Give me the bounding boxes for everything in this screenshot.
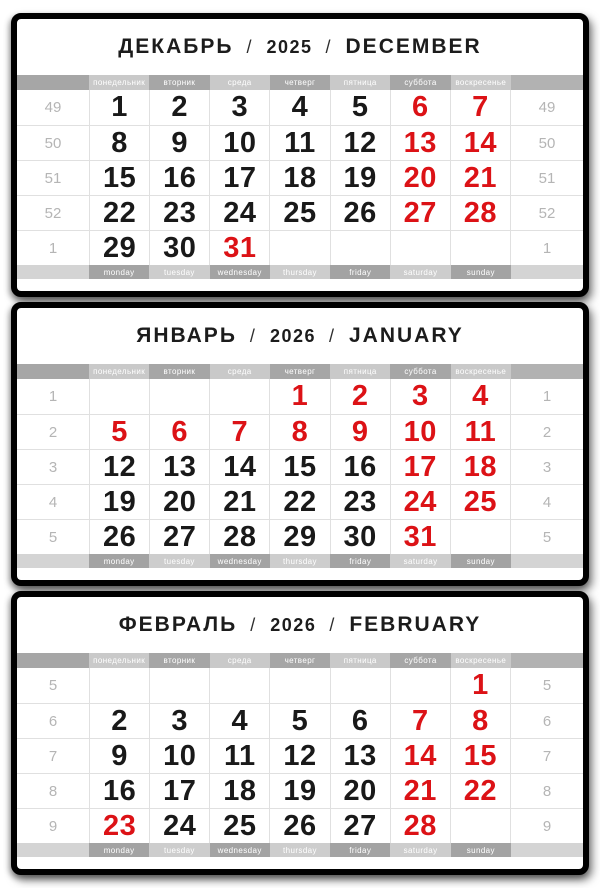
weekday-header-label: среда <box>210 364 270 379</box>
day-cell: 21 <box>450 161 511 195</box>
day-cell: 13 <box>330 739 390 773</box>
week-number-left: 52 <box>44 204 62 222</box>
weekday-header-label: вторник <box>149 75 209 90</box>
day-cell: 24 <box>209 196 269 230</box>
weekday-header-strip <box>17 653 583 668</box>
empty-day-cell <box>330 668 390 703</box>
weekday-header-label: воскресенье <box>451 75 511 90</box>
weekday-header-label: четверг <box>270 653 330 668</box>
week-number-left: 3 <box>48 458 58 476</box>
weekday-header-label: среда <box>210 75 270 90</box>
day-cell: 9 <box>330 415 390 449</box>
month-title <box>17 19 583 75</box>
weekday-footer-label: wednesday <box>210 843 270 857</box>
day-cell: 20 <box>390 161 450 195</box>
day-cell: 1 <box>269 379 329 414</box>
day-cell: 18 <box>269 161 329 195</box>
weekday-header-label: вторник <box>149 364 209 379</box>
day-cell: 27 <box>330 809 390 843</box>
day-cell: 10 <box>390 415 450 449</box>
week-number-left: 6 <box>48 712 58 730</box>
day-cell: 14 <box>390 739 450 773</box>
day-cell: 17 <box>390 450 450 484</box>
day-cell: 16 <box>149 161 209 195</box>
day-cell: 14 <box>450 126 511 160</box>
weekday-header-label: среда <box>210 653 270 668</box>
day-cell: 6 <box>390 90 450 125</box>
day-cell: 18 <box>209 774 269 808</box>
week-number-left: 5 <box>48 677 58 694</box>
week-number-right: 6 <box>542 712 552 730</box>
empty-day-cell <box>450 520 511 554</box>
empty-day-cell <box>269 231 329 265</box>
day-cell: 30 <box>149 231 209 265</box>
day-cell: 8 <box>89 126 149 160</box>
day-cell: 31 <box>390 520 450 554</box>
day-cell: 3 <box>209 90 269 125</box>
day-cell: 18 <box>450 450 511 484</box>
day-cell: 8 <box>269 415 329 449</box>
day-cell: 22 <box>450 774 511 808</box>
separator-slash: / <box>250 614 258 635</box>
week-row <box>17 414 583 449</box>
week-number-left: 1 <box>48 388 58 405</box>
day-cell: 23 <box>149 196 209 230</box>
weekday-footer-strip <box>17 843 583 857</box>
day-cell: 5 <box>330 90 390 125</box>
footer-strip-edge <box>511 843 583 857</box>
day-cell: 7 <box>209 415 269 449</box>
footer-strip-edge <box>17 554 89 568</box>
weekday-footer-label: sunday <box>451 265 511 279</box>
weekday-header-label: понедельник <box>89 364 149 379</box>
week-row <box>17 703 583 738</box>
weekday-header-label: четверг <box>270 75 330 90</box>
empty-day-cell <box>390 231 450 265</box>
empty-day-cell <box>89 668 149 703</box>
weekday-footer-label: thursday <box>270 554 330 568</box>
weekday-footer-label: sunday <box>451 554 511 568</box>
day-cell: 12 <box>269 739 329 773</box>
empty-day-cell <box>269 668 329 703</box>
day-cell: 6 <box>330 704 390 738</box>
week-row <box>17 668 583 703</box>
month-card-january <box>11 302 589 586</box>
week-row <box>17 160 583 195</box>
month-name-ru: ЯНВАРЬ <box>136 324 237 347</box>
week-number-right: 49 <box>538 99 556 116</box>
day-cell: 21 <box>209 485 269 519</box>
footer-strip-edge <box>17 843 89 857</box>
day-cell: 11 <box>269 126 329 160</box>
week-number-left: 50 <box>44 134 62 152</box>
day-cell: 21 <box>390 774 450 808</box>
empty-day-cell <box>149 668 209 703</box>
day-cell: 4 <box>209 704 269 738</box>
month-year: 2026 <box>269 325 316 346</box>
week-row <box>17 808 583 843</box>
day-cell: 19 <box>269 774 329 808</box>
header-strip-edge <box>511 653 583 668</box>
day-cell: 22 <box>269 485 329 519</box>
empty-day-cell <box>209 668 269 703</box>
week-number-right: 5 <box>542 677 552 694</box>
separator-slash: / <box>249 325 257 346</box>
day-cell: 3 <box>149 704 209 738</box>
week-number-right: 50 <box>538 134 556 152</box>
empty-day-cell <box>89 379 149 414</box>
day-cell: 27 <box>390 196 450 230</box>
day-cell: 9 <box>89 739 149 773</box>
day-cell: 12 <box>89 450 149 484</box>
week-number-left: 8 <box>48 782 58 800</box>
weekday-header-label: пятница <box>330 653 390 668</box>
weekday-header-label: суббота <box>390 364 450 379</box>
month-name-ru: ДЕКАБРЬ <box>118 35 234 58</box>
day-cell: 30 <box>330 520 390 554</box>
day-cell: 25 <box>209 809 269 843</box>
day-cell: 26 <box>330 196 390 230</box>
month-year: 2026 <box>270 614 317 635</box>
week-number-right: 8 <box>542 782 552 800</box>
week-row <box>17 379 583 414</box>
day-cell: 19 <box>89 485 149 519</box>
week-row <box>17 519 583 554</box>
day-cell: 6 <box>149 415 209 449</box>
day-cell: 1 <box>89 90 149 125</box>
day-cell: 1 <box>450 668 511 703</box>
day-cell: 5 <box>89 415 149 449</box>
weekday-footer-label: friday <box>330 554 390 568</box>
day-cell: 20 <box>330 774 390 808</box>
week-number-right: 51 <box>538 169 556 187</box>
weekday-footer-label: wednesday <box>210 554 270 568</box>
day-cell: 24 <box>149 809 209 843</box>
weekday-header-label: воскресенье <box>451 364 511 379</box>
weekday-header-label: вторник <box>149 653 209 668</box>
day-cell: 16 <box>89 774 149 808</box>
day-cell: 10 <box>209 126 269 160</box>
weekday-footer-label: tuesday <box>149 843 209 857</box>
day-cell: 15 <box>89 161 149 195</box>
weekday-footer-label: monday <box>89 265 149 279</box>
day-cell: 11 <box>209 739 269 773</box>
month-name-en: JANUARY <box>349 324 464 347</box>
week-number-left: 9 <box>48 817 58 835</box>
day-cell: 22 <box>89 196 149 230</box>
empty-day-cell <box>330 231 390 265</box>
separator-slash: / <box>246 36 254 57</box>
month-title <box>17 308 583 364</box>
day-cell: 28 <box>450 196 511 230</box>
day-cell: 28 <box>390 809 450 843</box>
day-cell: 23 <box>330 485 390 519</box>
day-cell: 4 <box>269 90 329 125</box>
weeks-grid <box>17 668 583 843</box>
weekday-header-label: суббота <box>390 653 450 668</box>
empty-day-cell <box>390 668 450 703</box>
weekday-footer-label: tuesday <box>149 554 209 568</box>
weekday-footer-label: monday <box>89 843 149 857</box>
weeks-grid <box>17 379 583 554</box>
separator-slash: / <box>325 36 333 57</box>
day-cell: 27 <box>149 520 209 554</box>
day-cell: 4 <box>450 379 511 414</box>
day-cell: 2 <box>149 90 209 125</box>
week-number-left: 7 <box>48 747 58 765</box>
day-cell: 26 <box>269 809 329 843</box>
weekday-footer-label: thursday <box>270 843 330 857</box>
weekday-footer-label: friday <box>330 265 390 279</box>
day-cell: 10 <box>149 739 209 773</box>
day-cell: 28 <box>209 520 269 554</box>
day-cell: 25 <box>269 196 329 230</box>
weekday-header-label: суббота <box>390 75 450 90</box>
month-title <box>17 597 583 653</box>
day-cell: 3 <box>390 379 450 414</box>
day-cell: 13 <box>390 126 450 160</box>
empty-day-cell <box>149 379 209 414</box>
month-name-en: FEBRUARY <box>349 613 482 636</box>
day-cell: 15 <box>269 450 329 484</box>
header-strip-edge <box>511 75 583 90</box>
day-cell: 13 <box>149 450 209 484</box>
month-year: 2025 <box>266 36 313 57</box>
day-cell: 15 <box>450 739 511 773</box>
weekday-footer-strip <box>17 265 583 279</box>
week-number-left: 51 <box>44 169 62 187</box>
day-cell: 9 <box>149 126 209 160</box>
day-cell: 8 <box>450 704 511 738</box>
weekday-header-label: четверг <box>270 364 330 379</box>
week-number-right: 52 <box>538 204 556 222</box>
week-number-right: 5 <box>542 528 552 546</box>
day-cell: 29 <box>269 520 329 554</box>
day-cell: 31 <box>209 231 269 265</box>
day-cell: 11 <box>450 415 511 449</box>
day-cell: 17 <box>209 161 269 195</box>
weeks-grid <box>17 90 583 265</box>
week-row <box>17 738 583 773</box>
day-cell: 16 <box>330 450 390 484</box>
week-row <box>17 449 583 484</box>
day-cell: 5 <box>269 704 329 738</box>
empty-day-cell <box>209 379 269 414</box>
week-row <box>17 90 583 125</box>
day-cell: 25 <box>450 485 511 519</box>
footer-strip-edge <box>17 265 89 279</box>
weekday-footer-label: saturday <box>390 554 450 568</box>
weekday-footer-strip <box>17 554 583 568</box>
day-cell: 19 <box>330 161 390 195</box>
separator-slash: / <box>329 614 337 635</box>
month-card-december <box>11 13 589 297</box>
weekday-header-label: воскресенье <box>451 653 511 668</box>
week-number-left: 5 <box>48 528 58 546</box>
week-row <box>17 230 583 265</box>
day-cell: 14 <box>209 450 269 484</box>
week-number-left: 49 <box>44 99 62 116</box>
day-cell: 2 <box>89 704 149 738</box>
header-strip-edge <box>17 75 89 90</box>
day-cell: 12 <box>330 126 390 160</box>
week-number-left: 1 <box>48 239 58 257</box>
weekday-header-label: понедельник <box>89 75 149 90</box>
week-row <box>17 125 583 160</box>
weekday-footer-label: wednesday <box>210 265 270 279</box>
day-cell: 7 <box>450 90 511 125</box>
week-number-right: 1 <box>542 239 552 257</box>
weekday-footer-label: saturday <box>390 843 450 857</box>
separator-slash: / <box>328 325 336 346</box>
week-number-right: 2 <box>542 423 552 441</box>
weekday-footer-label: friday <box>330 843 390 857</box>
week-number-right: 7 <box>542 747 552 765</box>
month-card-february <box>11 591 589 875</box>
week-number-left: 4 <box>48 493 58 511</box>
day-cell: 24 <box>390 485 450 519</box>
weekday-header-label: пятница <box>330 364 390 379</box>
day-cell: 7 <box>390 704 450 738</box>
day-cell: 29 <box>89 231 149 265</box>
month-name-en: DECEMBER <box>345 35 482 58</box>
week-row <box>17 773 583 808</box>
week-row <box>17 484 583 519</box>
header-strip-edge <box>511 364 583 379</box>
week-number-right: 1 <box>542 388 552 405</box>
empty-day-cell <box>450 809 511 843</box>
week-number-left: 2 <box>48 423 58 441</box>
empty-day-cell <box>450 231 511 265</box>
day-cell: 2 <box>330 379 390 414</box>
header-strip-edge <box>17 364 89 379</box>
day-cell: 20 <box>149 485 209 519</box>
weekday-header-strip <box>17 364 583 379</box>
weekday-header-label: пятница <box>330 75 390 90</box>
weekday-header-strip <box>17 75 583 90</box>
weekday-footer-label: saturday <box>390 265 450 279</box>
day-cell: 26 <box>89 520 149 554</box>
month-name-ru: ФЕВРАЛЬ <box>118 613 238 636</box>
header-strip-edge <box>17 653 89 668</box>
week-number-right: 3 <box>542 458 552 476</box>
footer-strip-edge <box>511 554 583 568</box>
weekday-footer-label: sunday <box>451 843 511 857</box>
weekday-footer-label: monday <box>89 554 149 568</box>
day-cell: 17 <box>149 774 209 808</box>
weekday-footer-label: tuesday <box>149 265 209 279</box>
weekday-footer-label: thursday <box>270 265 330 279</box>
weekday-header-label: понедельник <box>89 653 149 668</box>
day-cell: 23 <box>89 809 149 843</box>
footer-strip-edge <box>511 265 583 279</box>
week-number-right: 9 <box>542 817 552 835</box>
week-row <box>17 195 583 230</box>
week-number-right: 4 <box>542 493 552 511</box>
